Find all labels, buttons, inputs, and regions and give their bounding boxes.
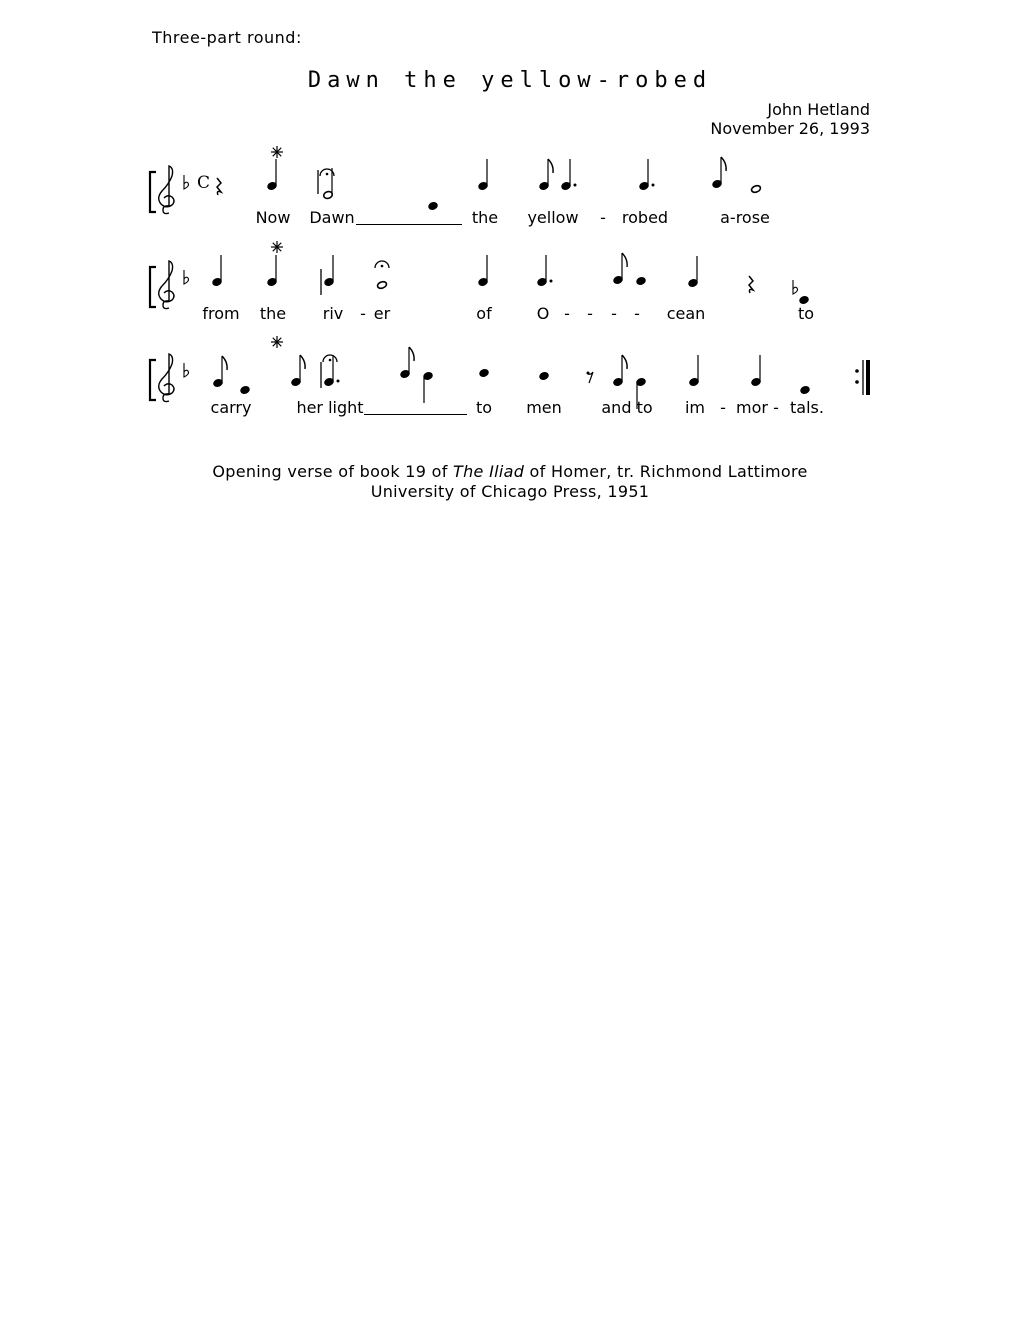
treble-clef-icon [159, 261, 174, 309]
lyric-mor: mor [736, 398, 768, 417]
lyric-hyphen: - [611, 304, 617, 323]
system-bracket [150, 360, 156, 400]
lyric-yellow: yellow [527, 208, 579, 227]
system-bracket [150, 172, 156, 212]
lyric-men: men [526, 398, 562, 417]
lyric-er: er [373, 304, 391, 323]
note-head [636, 276, 647, 285]
note-flag [222, 356, 227, 370]
lyric-the: the [471, 208, 499, 227]
note-head [751, 185, 762, 194]
footer-citation [0, 462, 1020, 481]
flat-sign [184, 270, 189, 284]
lyric-tals: tals. [790, 398, 824, 417]
note-head [428, 201, 439, 210]
lyric-hyphen: - [634, 304, 640, 323]
lyric-hyphen: - [564, 304, 570, 323]
lyric-of: of [476, 304, 492, 323]
note-flag [622, 355, 627, 369]
repeat-dot [855, 369, 859, 373]
lyric-and-to: and to [601, 398, 653, 417]
note-head [539, 371, 550, 380]
music-score [0, 0, 1020, 440]
note-head [800, 385, 811, 394]
footer-pre: Opening verse of book 19 of [212, 462, 448, 481]
note-flag [548, 159, 553, 173]
note-head [240, 385, 251, 394]
flat-sign [184, 363, 189, 377]
time-signature: C [197, 173, 211, 193]
lyric-hyphen: - [587, 304, 593, 323]
note-dot [550, 280, 553, 283]
footer-book-title: The Iliad [453, 462, 525, 481]
flat-sign [184, 175, 189, 189]
system-bracket [150, 267, 156, 307]
lyric-her-light: her light [296, 398, 364, 417]
eighth-rest [588, 372, 593, 383]
footer-post: of Homer, tr. Richmond Lattimore [529, 462, 808, 481]
lyric-arose: a-rose [720, 208, 770, 227]
song-title: Dawn the yellow-robed [307, 68, 713, 93]
lyric-robed: robed [621, 208, 669, 227]
lyric-to-2: to [475, 398, 493, 417]
lyric-extender [356, 224, 462, 225]
lyric-im: im [684, 398, 706, 417]
repeat-dot [855, 380, 859, 384]
note-flag [721, 157, 726, 171]
lyric-dawn: Dawn [309, 208, 355, 227]
lyric-now: Now [255, 208, 291, 227]
note-dot [337, 380, 340, 383]
fermata-dot [381, 265, 384, 268]
composition-date: November 26, 1993 [710, 119, 870, 138]
lyric-cean: cean [666, 304, 706, 323]
fermata-dot [326, 173, 329, 176]
note-dot [652, 184, 655, 187]
treble-clef-icon [159, 166, 174, 214]
note-dot [574, 184, 577, 187]
note-head [479, 368, 490, 377]
footer-publisher: University of Chicago Press, 1951 [370, 482, 650, 501]
lyric-to: to [797, 304, 815, 323]
note-head [377, 281, 388, 290]
note-flag [622, 253, 627, 267]
lyric-the-2: the [259, 304, 287, 323]
quarter-rest [217, 178, 221, 195]
note-flag [300, 355, 305, 369]
lyric-hyphen: - [773, 398, 779, 417]
composer: John Hetland [767, 100, 870, 119]
note-flag [409, 347, 414, 361]
treble-clef-icon [159, 354, 174, 402]
lyric-o: O [536, 304, 550, 323]
lyric-extender [364, 414, 467, 415]
lyric-hyphen: - [360, 304, 366, 323]
quarter-rest [749, 276, 753, 293]
lyric-riv: riv [322, 304, 344, 323]
flat-sign [793, 280, 798, 294]
lyric-carry: carry [210, 398, 252, 417]
lyric-hyphen: - [720, 398, 726, 417]
lyric-from: from [202, 304, 240, 323]
lyric-hyphen: - [600, 208, 606, 227]
fermata-dot [329, 359, 332, 362]
intro-text: Three-part round: [152, 28, 302, 47]
